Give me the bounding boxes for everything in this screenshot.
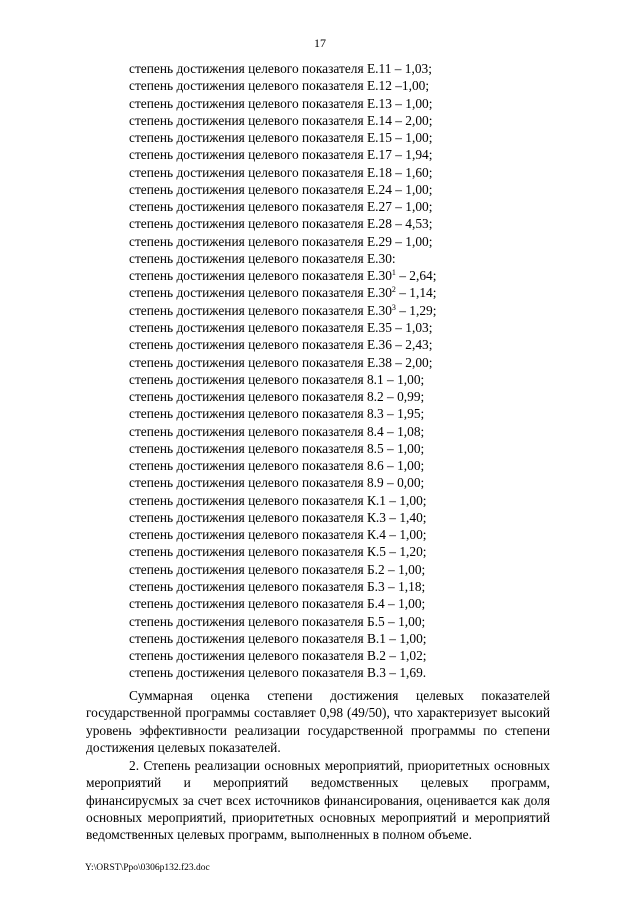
indicator-item: степень достижения целевого показателя Е.18 – 1,60;	[129, 164, 433, 180]
indicator-text: степень достижения целевого показателя Е.30	[129, 285, 392, 301]
indicator-item: степень достижения целевого показателя 8.2 – 0,99;	[129, 389, 425, 405]
indicator-item: степень достижения целевого показателя Е.15 – 1,00;	[129, 130, 433, 146]
indicator-item: степень достижения целевого показателя Е.35 – 1,03;	[129, 319, 433, 335]
indicator-text: степень достижения целевого показателя Е.30	[129, 302, 392, 318]
paragraph-2: 2. Степень реализации основных мероприятий, приоритетных основных мероприятий и мероприятий ведомственных целевых программ, финансирусмых за счет всех источников финансирования, оценивается как доля основных мероприятий, приоритетных основных мероприятий и мероприятий ведомственных целевых программ, выполненных в полном объеме.	[86, 758, 550, 843]
indicator-item: степень достижения целевого показателя Б.5 – 1,00;	[129, 613, 426, 629]
indicator-item: степень достижения целевого показателя Е.27 – 1,00;	[129, 199, 433, 215]
indicator-list	[129, 60, 549, 682]
indicator-item: степень достижения целевого показателя Е.11 – 1,03;	[129, 61, 432, 76]
indicator-item: степень достижения целевого показателя Е.17 – 1,94;	[129, 147, 433, 163]
indicator-item: степень достижения целевого показателя В.3 – 1,69.	[129, 665, 427, 681]
indicator-item: степень достижения целевого показателя 8.4 – 1,08;	[129, 423, 425, 439]
indicator-item: степень достижения целевого показателя К.1 – 1,00;	[129, 492, 427, 508]
indicator-item: степень достижения целевого показателя Е.24 – 1,00;	[129, 181, 433, 197]
indicator-item: степень достижения целевого показателя 8.6 – 1,00;	[129, 458, 425, 474]
indicator-text: степень достижения целевого показателя Е.30	[129, 268, 392, 284]
indicator-value: – 1,29;	[395, 302, 437, 318]
summary-paragraph: Суммарная оценка степени достижения целевых показателей государственной программы составляет 0,98 (49/50), что характеризует высокий уровень эффективности реализации государственной программы по степени достижения целевых показателей.	[86, 688, 550, 755]
indicator-item: степень достижения целевого показателя Е.36 – 2,43;	[129, 337, 433, 353]
indicator-value: – 1,14;	[395, 285, 437, 301]
indicator-item: степень достижения целевого показателя Е.12 –1,00;	[129, 78, 430, 94]
indicator-item: степень достижения целевого показателя В.1 – 1,00;	[129, 630, 427, 646]
indicator-item: степень достижения целевого показателя К.3 – 1,40;	[129, 509, 427, 525]
indicator-item: степень достижения целевого показателя Б.4 – 1,00;	[129, 596, 426, 612]
indicator-item: степень достижения целевого показателя В.2 – 1,02;	[129, 648, 427, 664]
indicator-item	[129, 302, 549, 319]
footer-file-path: Y:\ORST\Ppo\0306p132.f23.doc	[85, 863, 210, 873]
indicator-superscript: 3	[391, 302, 396, 312]
indicator-item: степень достижения целевого показателя 8.9 – 0,00;	[129, 475, 425, 491]
indicator-item	[129, 284, 549, 301]
indicator-item: степень достижения целевого показателя Б.2 – 1,00;	[129, 561, 426, 577]
indicator-superscript: 2	[391, 285, 396, 295]
indicator-item	[129, 267, 549, 284]
indicator-item: степень достижения целевого показателя 8.5 – 1,00;	[129, 440, 425, 456]
indicator-item: степень достижения целевого показателя Е.29 – 1,00;	[129, 233, 433, 249]
indicator-item: степень достижения целевого показателя 8.1 – 1,00;	[129, 371, 425, 387]
indicator-item: степень достижения целевого показателя К.4 – 1,00;	[129, 527, 427, 543]
indicator-value: – 2,64;	[395, 268, 437, 284]
indicator-item: степень достижения целевого показателя Е.38 – 2,00;	[129, 354, 433, 370]
indicator-superscript: 1	[391, 268, 396, 278]
indicator-item: степень достижения целевого показателя Е.28 – 4,53;	[129, 216, 433, 232]
indicator-item: степень достижения целевого показателя Б.3 – 1,18;	[129, 578, 426, 594]
indicator-item: степень достижения целевого показателя Е.14 – 2,00;	[129, 112, 433, 128]
indicator-item: степень достижения целевого показателя Е.13 – 1,00;	[129, 95, 433, 111]
indicator-item: степень достижения целевого показателя К.5 – 1,20;	[129, 544, 427, 560]
indicator-item: степень достижения целевого показателя Е.30:	[129, 250, 396, 266]
indicator-item: степень достижения целевого показателя 8.3 – 1,95;	[129, 406, 425, 422]
page-number: 17	[314, 36, 326, 50]
